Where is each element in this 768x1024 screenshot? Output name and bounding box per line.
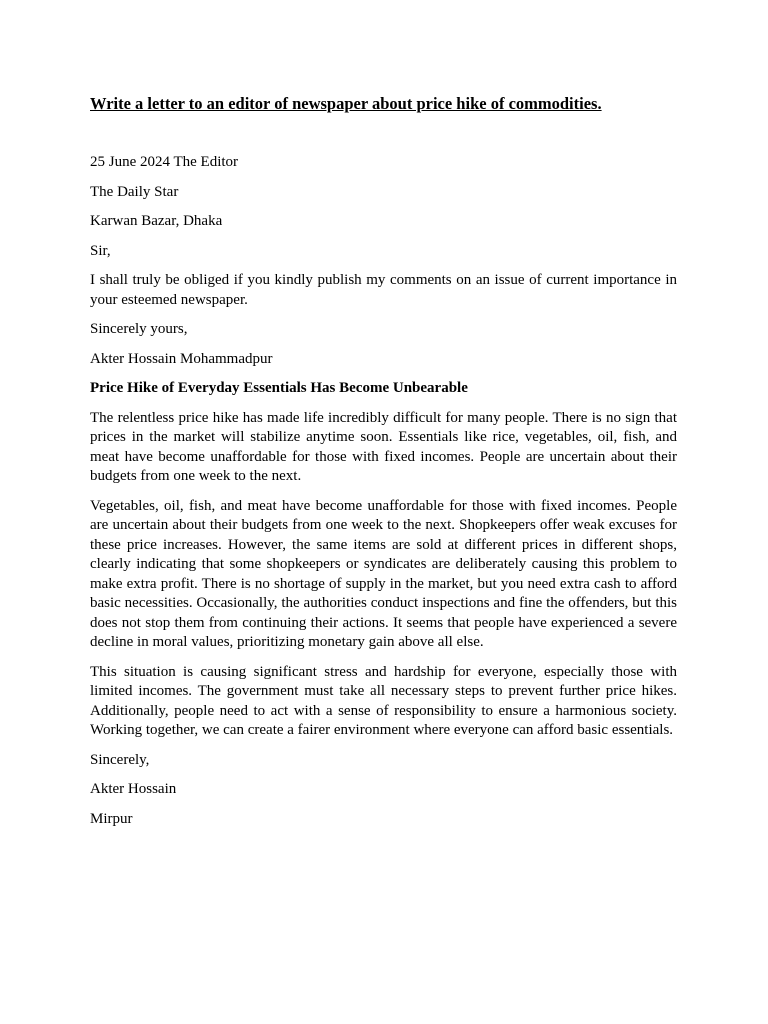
letter-salutation: Sir,	[90, 242, 111, 259]
signature-name: Akter Hossain	[90, 781, 177, 797]
letter-newspaper-name: The Daily Star	[90, 183, 179, 200]
letter-newspaper-address: Karwan Bazar, Dhaka	[90, 213, 223, 229]
article-paragraph: The relentless price hike has made life incredibly difficult for many people. There is no sign that prices in the market will stabilize anytime soon. Essentials like rice, vegetables, oil, fish, and meat have become unaffordable for those with fixed incomes. People are uncertain about their budgets from one week to the next.	[90, 409, 677, 484]
letter-intro-closing: Sincerely yours,	[90, 321, 188, 337]
letter-closing: Sincerely,	[90, 751, 150, 768]
letter-intro-sender: Akter Hossain Mohammadpur	[90, 350, 273, 367]
document-title: Write a letter to an editor of newspaper about price hike of commodities.	[90, 94, 602, 113]
letter-intro-paragraph: I shall truly be obliged if you kindly publish my comments on an issue of current importance in your esteemed newspaper.	[90, 272, 677, 308]
signature-place: Mirpur	[90, 810, 133, 827]
letter-date-recipient: 25 June 2024 The Editor	[90, 154, 239, 170]
article-paragraph: Vegetables, oil, fish, and meat have become unaffordable for those with fixed incomes. People are uncertain about their budgets from one week to the next. Shopkeepers offer weak excuses for these price increases. However, the same items are sold at different prices in different shops, clearly indicating that some shopkeepers or syndicates are deliberately causing this problem to make extra profit. There is no shortage of supply in the market, but you need extra cash to afford basic necessities. Occasionally, the authorities conduct inspections and fine the offenders, but this does not stop them from continuing their actions. It seems that people have experienced a severe decline in moral values, prioritizing monetary gain above all else.	[90, 497, 677, 650]
article-heading: Price Hike of Everyday Essentials Has Become Unbearable	[90, 380, 468, 396]
document-page	[90, 92, 677, 829]
article-paragraph: This situation is causing significant stress and hardship for everyone, especially those with limited incomes. The government must take all necessary steps to prevent further price hikes. Additionally, people need to act with a sense of responsibility to ensure a harmonious society. Working together, we can create a fairer environment where everyone can afford basic essentials.	[90, 663, 677, 738]
